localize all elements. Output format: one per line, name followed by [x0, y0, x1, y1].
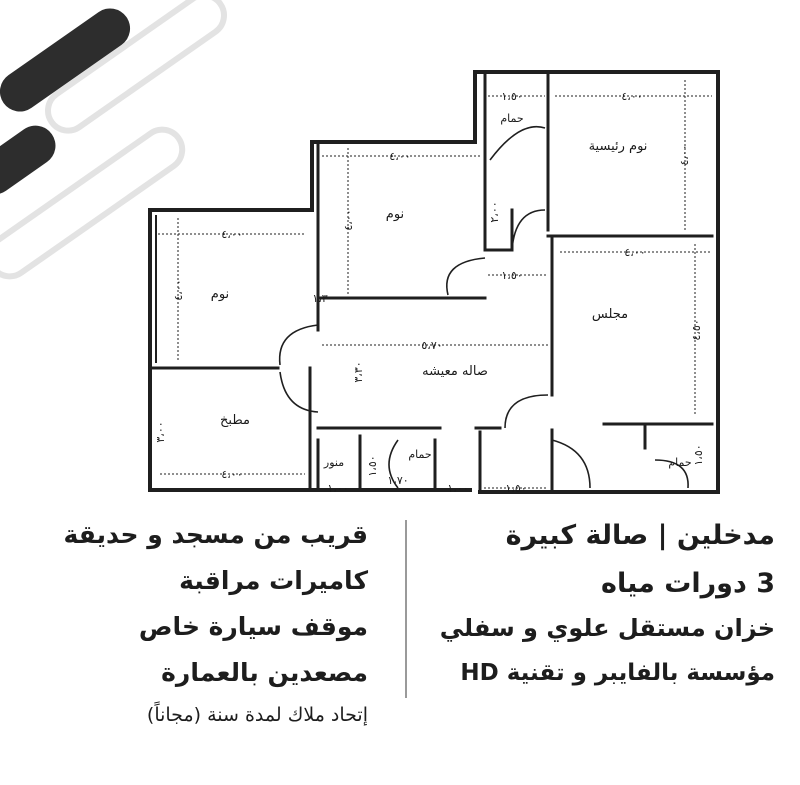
feature-right-3: خزان مستقل علوي و سفلي — [439, 614, 775, 642]
dim-bath-top-width: ١،٥٠ — [501, 90, 523, 103]
dim-corridor-width: ١،٥٠ — [501, 269, 523, 282]
label-majlis: مجلس — [591, 307, 629, 322]
dim-master-width: ٤،٠٠ — [621, 90, 643, 103]
door-kitchen — [280, 372, 318, 412]
feature-right-2: 3 دورات مياه — [601, 568, 775, 599]
label-bedroom-middle: نوم — [385, 207, 405, 222]
dim-bed-mid-depth: ٤،٠٠ — [342, 209, 355, 231]
dim-bath-bottom-depth: ١،٥٠ — [366, 455, 379, 477]
column-divider — [405, 520, 407, 698]
feature-right-1: مدخلين | صالة كبيرة — [505, 520, 775, 551]
label-kitchen: مطبخ — [220, 413, 250, 428]
door-bed-left — [280, 325, 318, 365]
dim-bed-mid-width: ٤،٠٠ — [389, 150, 411, 163]
dim-small-wall: ١،٣ — [312, 292, 328, 305]
door-majlis — [552, 440, 590, 488]
wall-entry — [476, 428, 500, 492]
dim-bed-left-depth: ٤،٠٠ — [172, 279, 185, 301]
dim-master-depth: ٤،٠٠ — [678, 144, 691, 166]
dim-hall-depth: ٣،٣٠ — [352, 361, 365, 383]
feature-left-4: مصعدين بالعمارة — [161, 658, 368, 687]
wall-outer-top — [475, 72, 718, 492]
label-master-bedroom: نوم رئيسية — [588, 139, 648, 154]
feature-left-3: موقف سيارة خاص — [138, 612, 368, 641]
dim-bottom-1-00: ١،٠٠ — [447, 482, 469, 495]
dim-bath-bottom-width: ١،٧٠ — [387, 474, 409, 487]
dim-lightwell-width: ١،٠٠ — [327, 482, 349, 495]
door-entry — [505, 395, 548, 428]
label-living-hall: صاله معيشه — [422, 364, 488, 379]
dim-kitchen-depth: ٣،٠٠ — [154, 421, 167, 443]
label-bath-bottom: حمام — [408, 448, 432, 461]
door-master — [512, 210, 545, 250]
label-lightwell: منور — [323, 456, 345, 469]
label-bath-right: حمام — [668, 456, 692, 469]
dim-majlis-depth: ٤،٥٠ — [690, 319, 703, 341]
feature-right-4: مؤسسة بالفايبر و تقنية HD — [460, 660, 775, 686]
dim-majlis-width: ٤،٠٠ — [624, 246, 646, 259]
feature-left-5: إتحاد ملاك لمدة سنة (مجاناً) — [146, 704, 368, 726]
dim-bed-left-width: ٤،٠٠ — [221, 228, 243, 241]
feature-left-2: كاميرات مراقبة — [179, 566, 368, 595]
feature-left-1: قريب من مسجد و حديقة — [63, 520, 368, 549]
dim-bath-right-depth: ١،٥٠ — [692, 444, 705, 466]
label-bath-top: حمام — [500, 112, 524, 125]
room-labels — [211, 112, 692, 469]
dim-kitchen-width: ٤،٠٠ — [221, 468, 243, 481]
dim-bottom-1-50: ١،٥٠ — [505, 482, 527, 495]
door-bed-mid — [447, 258, 485, 295]
dim-hall-width: ٥،٧٠ — [421, 339, 443, 352]
door-bath-top — [490, 127, 545, 160]
label-bedroom-left: نوم — [210, 287, 230, 302]
walls — [150, 72, 718, 492]
dim-bath-top-depth: ٢،٠٠ — [488, 201, 501, 223]
